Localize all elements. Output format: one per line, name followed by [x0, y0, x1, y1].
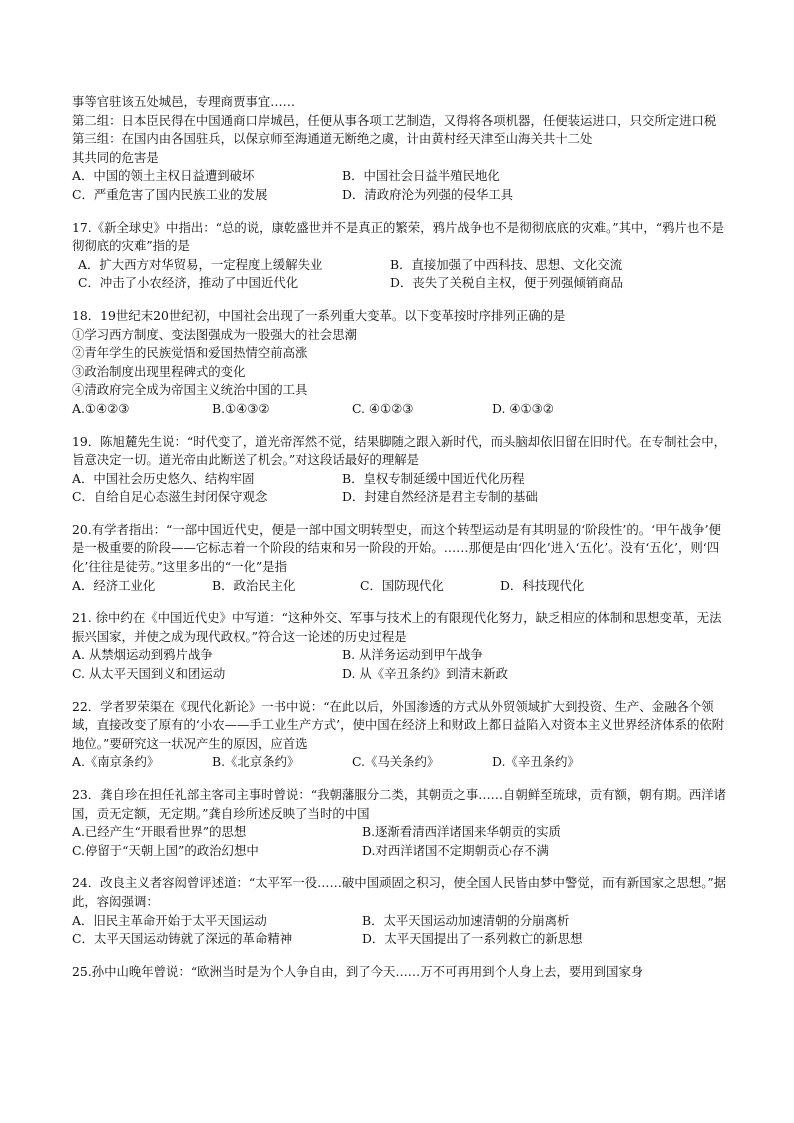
- q20-option-d: D．科技现代化: [500, 577, 585, 593]
- q18-option-b: B.①④③②: [212, 400, 270, 416]
- q24-option-a: A．旧民主革命开始于太平天国运动: [72, 912, 267, 928]
- question-16-tail: [72, 93, 728, 205]
- q23-stem: 23．龚自珍在担任礼部主客司主事时曾说：“我朝藩服分二类，其朝贡之事……自朝鲜至琉球，贡有额，朝有期。西洋诸国，贡无定额，无定期。”龚自珍所述反映了当时的中国: [72, 787, 727, 821]
- q22-stem: 22．学者罗荣渠在《现代化新论》一书中说：“在此以后，外国渗透的方式从外贸领域扩大到投资、生产、金融各个领域，直接改变了原有的‘小农——手工业生产方式’，使中国在经济上和财政上都日益陷入对资本主义世界经济体系的依附地位。”要研究这一状况产生的原因，应首选: [72, 698, 725, 751]
- question-17: [72, 219, 728, 293]
- q23-option-a: A.已经产生“开眼看世界”的思想: [72, 824, 247, 840]
- q20-option-b: B．政治民主化: [212, 577, 296, 593]
- q16-option-a: A．中国的领土主权日益遭到破坏: [72, 168, 255, 184]
- question-23: [72, 786, 728, 860]
- q17-option-a: A．扩大西方对华贸易，一定程度上缓解失业: [78, 256, 323, 272]
- q19-stem: 19．陈旭麓先生说：“时代变了，道光帝浑然不觉，结果脚随之跟入新时代，而头脑却依旧留在旧时代。在专制社会中，旨意决定一切。道光帝由此断送了机会。”对这段话最好的理解是: [72, 433, 727, 468]
- exam-page: [72, 93, 728, 981]
- q18-item-3: ③政治制度出现里程碑式的变化: [72, 363, 246, 379]
- q21-options: [72, 646, 728, 683]
- q23-option-c: C.停留于“天朝上国”的政治幻想中: [72, 842, 259, 858]
- question-19: [72, 433, 728, 507]
- q24-options: [72, 912, 728, 949]
- q21-option-a: A. 从禁烟运动到鸦片战争: [72, 647, 213, 663]
- question-22: [72, 698, 728, 772]
- q18-option-d: D. ④①③②: [492, 400, 554, 416]
- q17-stem: 17.《新全球史》中指出：“总的说，康乾盛世并不是真正的繁荣，鸦片战争也不是彻彻底底的灾难。”其中，“鸦片也不是彻彻底的灾难”指的是: [72, 219, 725, 254]
- q18-item-2: ②青年学生的民族觉悟和爱国热情空前高涨: [72, 345, 308, 361]
- q16-option-d: D．清政府沦为列强的侵华工具: [342, 186, 514, 202]
- q17-option-d: D．丧失了关税自主权，便于列强倾销商品: [390, 275, 623, 291]
- q20-stem: 20.有学者指出：“一部中国近代史，便是一部中国文明转型史，而这个转型运动是有其明显的‘阶段性’的。‘甲午战争’便是一极重要的阶段——它标志着一个阶段的结束和另一阶段的开始。……那便是由‘四化’进入‘五化’。没有‘五化’，则‘四化’往往是徒劳。”这里多出的“一化”是指: [72, 521, 721, 575]
- q22-options: [72, 753, 728, 772]
- q19-option-d: D．封建自然经济是君主专制的基础: [342, 489, 538, 505]
- question-24: [72, 874, 728, 948]
- q22-option-b: B.《北京条约》: [212, 754, 300, 770]
- q21-option-b: B. 从洋务运动到甲午战争: [342, 647, 483, 663]
- q23-options: [72, 823, 728, 860]
- q18-item-4: ④清政府完全成为帝国主义统治中国的工具: [72, 382, 308, 398]
- q20-option-a: A．经济工业化: [72, 577, 156, 593]
- q16-line-2: 第二组：日本臣民得在中国通商口岸城邑，任便从事各项工艺制造，又得将各项机器，任便装运进口，只交所定进口税: [72, 112, 717, 128]
- q24-stem: 24．改良主义者容闳曾评述道：“太平军一役……破中国顽固之积习，使全国人民皆由梦中警觉，而有新国家之思想。”据此，容闳强调：: [72, 875, 727, 909]
- q18-option-a: A.①④②③: [72, 400, 130, 416]
- q22-option-d: D.《辛丑条约》: [492, 754, 580, 770]
- q22-option-c: C.《马关条约》: [352, 754, 440, 770]
- q18-option-c: C. ④①②③: [352, 400, 414, 416]
- q16-line-4: 其共同的危害是: [72, 149, 159, 165]
- q17-options: [72, 256, 728, 293]
- q21-option-d: D. 从《辛丑条约》到清末新政: [342, 666, 509, 682]
- q16-line-1: 事等官驻该五处城邑，专理商贾事宜……: [72, 94, 296, 109]
- q17-option-b: B．直接加强了中西科技、思想、文化交流: [390, 256, 623, 272]
- q17-option-c: C．冲击了小农经济，推动了中国近代化: [78, 275, 299, 291]
- q20-options: [72, 577, 728, 596]
- q18-item-1: ①学习西方制度、变法图强成为一股强大的社会思潮: [72, 326, 357, 342]
- q24-option-b: B．太平天国运动加速清朝的分崩离析: [362, 912, 570, 928]
- q21-stem: 21. 徐中约在《中国近代史》中写道：“这种外交、军事与技术上的有限现代化努力，缺乏相应的体制和思想变革，无法振兴国家，并使之成为现代政权。”符合这一论述的历史过程是: [72, 610, 722, 644]
- q24-option-d: D．太平天国提出了一系列救亡的新思想: [362, 931, 583, 947]
- q16-option-b: B．中国社会日益半殖民地化: [342, 168, 500, 184]
- q23-option-d: D.对西洋诸国不定期朝贡心存不满: [362, 842, 549, 858]
- question-18: [72, 307, 728, 419]
- q25-stem: 25.孙中山晚年曾说：“欧洲当时是为个人争自由，到了今天……万不可再用到个人身上去，要用到国家身: [72, 963, 644, 979]
- q19-options: [72, 470, 728, 507]
- q18-stem: 18．19世纪末20世纪初，中国社会出现了一系列重大变革。以下变革按时序排列正确的是: [72, 307, 566, 323]
- q22-option-a: A.《南京条约》: [72, 754, 160, 770]
- q24-option-c: C．太平天国运动铸就了深远的革命精神: [72, 931, 293, 947]
- q16-line-3: 第三组：在国内由各国驻兵，以保京师至海通道无断绝之虞，计由黄村经天津至山海关共十二处: [72, 131, 593, 147]
- q18-options: [72, 400, 728, 419]
- q19-option-a: A．中国社会历史悠久、结构牢固: [72, 470, 255, 486]
- q16-options: [72, 167, 728, 204]
- q21-option-c: C. 从太平天国到义和团运动: [72, 666, 226, 682]
- q19-option-b: B．皇权专制延缓中国近代化历程: [342, 470, 525, 486]
- q16-option-c: C．严重危害了国内民族工业的发展: [72, 186, 268, 202]
- question-20: [72, 521, 728, 595]
- q23-option-b: B.逐渐看清西洋诸国来华朝贡的实质: [362, 824, 561, 840]
- q19-option-c: C．自给自足心态滋生封闭保守观念: [72, 489, 268, 505]
- question-25: [72, 963, 728, 982]
- question-21: [72, 609, 728, 683]
- q20-option-c: C．国防现代化: [360, 577, 444, 593]
